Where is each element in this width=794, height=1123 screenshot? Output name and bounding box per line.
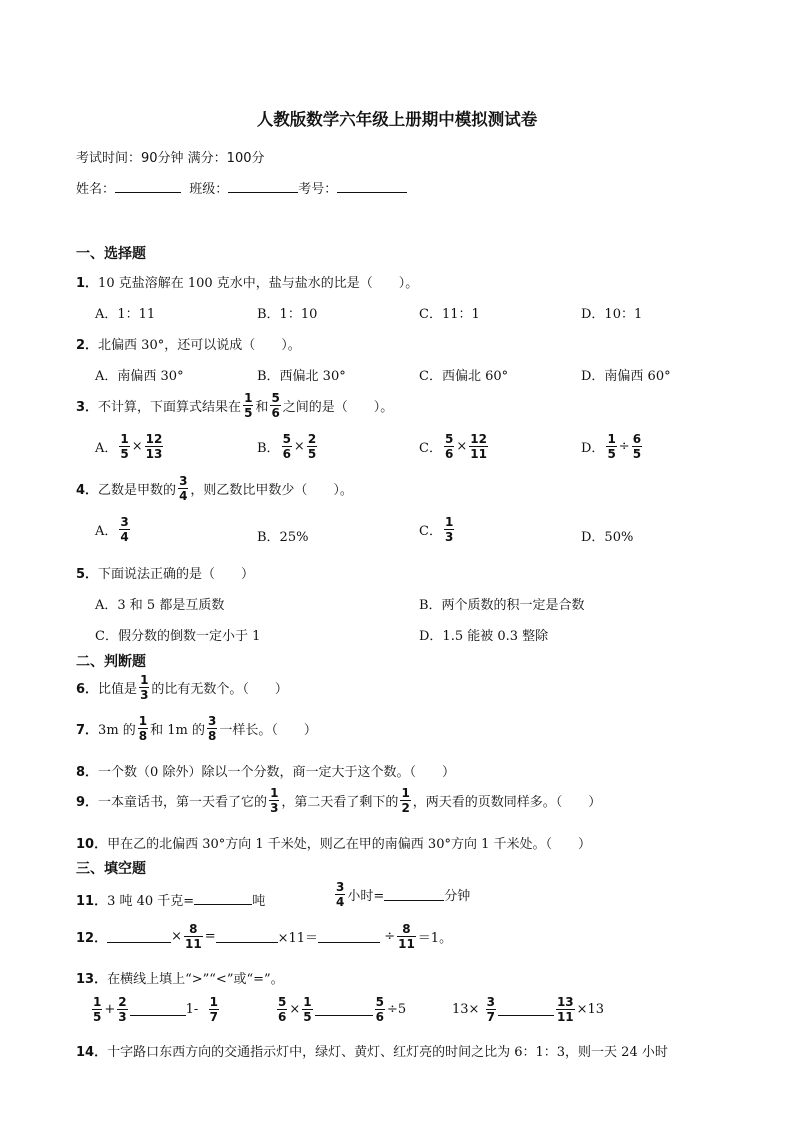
q13-expression-1: $\frac{1}{5}$ + $\frac{2}{3}$ 1- $\frac{1}{7}$	[93, 995, 218, 1024]
q13-expression-2: $\frac{5}{6}$ × $\frac{1}{5}$ $\frac{5}{6}$ ÷5	[278, 995, 407, 1024]
question-11-right: $\frac{3}{4}$ 小时= 分钟	[336, 880, 471, 909]
q4-option-d[interactable]: D．50%	[581, 530, 634, 545]
question-9: 9． 一本童话书，第一天看了它的 $\frac{1}{3}$ ，第二天看了剩下的 $\frac{1}{2}$ ，两天看的页数同样多。（ ）	[76, 786, 602, 815]
number-label: 考号：	[298, 182, 338, 197]
q1-option-b[interactable]: B．1：10	[257, 307, 318, 322]
fraction: $\frac{1}{3}$	[270, 786, 279, 815]
question-text: 一个数（0 除外）除以一个分数，商一定大于这个数。（ ）	[98, 765, 455, 780]
exam-info: 考试时间：90分钟 满分：100分	[76, 151, 265, 166]
question-text: 下面说法正确的是（ ）	[98, 567, 255, 582]
q1-option-a[interactable]: A．1：11	[95, 307, 156, 322]
question-number: 2．	[76, 338, 99, 353]
question-4	[76, 474, 353, 503]
fraction: $\frac{1}{2}$	[401, 786, 410, 815]
fraction: $\frac{13}{11}$	[556, 995, 574, 1024]
q5-option-b[interactable]: B．两个质数的积一定是合数	[419, 598, 585, 613]
fraction: $\frac{1}{5}$	[303, 995, 312, 1024]
q3-option-b[interactable]: B． $\frac{5}{6}$ × $\frac{2}{5}$	[257, 432, 317, 461]
q13-expression-3: 13× $\frac{3}{7}$ $\frac{13}{11}$ ×13	[452, 995, 605, 1024]
question-3	[76, 391, 393, 420]
answer-blank[interactable]	[315, 1003, 373, 1016]
question-text: 10 克盐溶解在 100 克水中，盐与盐水的比是（ ）。	[98, 276, 419, 291]
question-12: 12． × $\frac{8}{11}$ = ×11＝ ÷ $\frac{8}{11}$ ＝1。	[76, 922, 453, 951]
question-text: 北偏西 30°，还可以说成（ ）。	[98, 338, 301, 353]
answer-blank[interactable]	[107, 930, 171, 943]
question-number: 5．	[76, 567, 99, 582]
q2-option-b[interactable]: B．西偏北 30°	[257, 369, 346, 384]
page-title: 人教版数学六年级上册期中模拟测试卷	[256, 110, 538, 129]
q5-option-c[interactable]: C．假分数的倒数一定小于 1	[95, 629, 261, 644]
question-2	[76, 334, 301, 353]
fraction: $\frac{3}{8}$	[208, 714, 217, 743]
number-blank[interactable]	[337, 180, 407, 193]
section-heading-choice: 一、选择题	[76, 246, 146, 262]
fraction: $\frac{6}{5}$	[632, 432, 642, 461]
question-text: 甲在乙的北偏西 30°方向 1 千米处，则乙在甲的南偏西 30°方向 1 千米处。（ ）	[107, 837, 592, 852]
fraction: $\frac{1}{3}$	[140, 673, 149, 702]
fraction: $\frac{3}{7}$	[486, 995, 495, 1024]
q5-option-d[interactable]: D．1.5 能被 0.3 整除	[419, 629, 549, 644]
fraction: $\frac{5}{6}$	[278, 995, 287, 1024]
question-number: 11．	[76, 894, 108, 909]
fraction: $\frac{1}{5}$	[607, 432, 616, 461]
fraction: $\frac{1}{8}$	[138, 714, 148, 743]
class-label: 班级：	[189, 182, 229, 197]
question-number: 8．	[76, 765, 99, 780]
fraction: $\frac{5}{6}$	[271, 391, 280, 420]
question-number: 3．	[76, 400, 99, 415]
question-number: 4．	[76, 483, 99, 498]
answer-blank[interactable]	[130, 1003, 186, 1016]
name-label: 姓名：	[76, 182, 116, 197]
fraction: $\frac{2}{5}$	[307, 432, 317, 461]
section-heading-judge: 二、判断题	[76, 654, 146, 670]
question-text-pre: 不计算，下面算式结果在	[98, 400, 242, 415]
question-text-and: 和	[255, 400, 269, 415]
fraction: $\frac{2}{3}$	[118, 995, 127, 1024]
name-blank[interactable]	[115, 180, 181, 193]
section-heading-fill: 三、填空题	[76, 861, 146, 877]
question-7: 7． 3m 的 $\frac{1}{8}$ 和 1m 的 $\frac{3}{8}$ 一样长。（ ）	[76, 714, 317, 743]
question-text: 在横线上填上“>”“<”或“=”。	[107, 972, 284, 987]
q2-option-c[interactable]: C．西偏北 60°	[419, 369, 509, 384]
fraction: $\frac{8}{11}$	[185, 922, 202, 951]
q5-option-a[interactable]: A．3 和 5 都是互质数	[95, 598, 225, 613]
answer-blank[interactable]	[216, 930, 278, 943]
q4-option-c[interactable]: C． $\frac{1}{3}$	[419, 515, 454, 544]
fraction: $\frac{3}{4}$	[120, 515, 129, 544]
q3-option-d[interactable]: D． $\frac{1}{5}$ ÷ $\frac{6}{5}$	[581, 432, 642, 461]
q4-option-a[interactable]: A． $\frac{3}{4}$	[95, 515, 129, 544]
student-info-line	[76, 178, 407, 197]
question-number: 12．	[76, 931, 108, 946]
fraction: $\frac{1}{5}$	[120, 432, 129, 461]
question-number: 13．	[76, 972, 108, 987]
q1-option-d[interactable]: D．10：1	[581, 307, 643, 322]
fraction: $\frac{5}{6}$	[444, 432, 454, 461]
fraction: $\frac{12}{13}$	[145, 432, 163, 461]
q2-option-a[interactable]: A．南偏西 30°	[95, 369, 184, 384]
q4-option-b[interactable]: B．25%	[257, 530, 309, 545]
q3-option-c[interactable]: C． $\frac{5}{6}$ × $\frac{12}{11}$	[419, 432, 487, 461]
question-5	[76, 563, 254, 582]
class-blank[interactable]	[228, 180, 298, 193]
q3-option-a[interactable]: A． $\frac{1}{5}$ × $\frac{12}{13}$	[95, 432, 163, 461]
question-number: 14．	[76, 1045, 108, 1060]
fraction: $\frac{3}{4}$	[336, 880, 345, 909]
fraction: $\frac{3}{4}$	[179, 474, 188, 503]
question-10	[76, 833, 591, 852]
q1-option-c[interactable]: C．11：1	[419, 307, 480, 322]
answer-blank[interactable]	[498, 1003, 554, 1016]
question-text-post: ，则乙数比甲数少（ ）。	[190, 483, 353, 498]
question-number: 10．	[76, 837, 108, 852]
question-number: 9．	[76, 795, 99, 810]
question-6: 6． 比值是 $\frac{1}{3}$ 的比有无数个。（ ）	[76, 673, 288, 702]
fraction: $\frac{5}{6}$	[282, 432, 291, 461]
answer-blank[interactable]	[318, 930, 380, 943]
fraction: $\frac{1}{7}$	[209, 995, 218, 1024]
question-11-left: 11．3 吨 40 千克= 吨	[76, 894, 266, 909]
question-number: 6．	[76, 682, 99, 697]
question-text: 十字路口东西方向的交通指示灯中，绿灯、黄灯、红灯亮的时间之比为 6：1：3，则一天 24 小时	[107, 1045, 668, 1060]
question-text-pre: 乙数是甲数的	[98, 483, 177, 498]
question-14	[76, 1041, 668, 1060]
question-text-post: 之间的是（ ）。	[282, 400, 394, 415]
fraction: $\frac{1}{3}$	[444, 515, 454, 544]
fraction: $\frac{1}{5}$	[93, 995, 102, 1024]
question-number: 1．	[76, 276, 99, 291]
fraction: $\frac{8}{11}$	[398, 922, 415, 951]
question-8	[76, 761, 455, 780]
fraction: $\frac{5}{6}$	[375, 995, 384, 1024]
q2-option-d[interactable]: D．南偏西 60°	[581, 369, 671, 384]
question-1	[76, 272, 418, 291]
answer-blank[interactable]	[384, 888, 444, 901]
fraction: $\frac{1}{5}$	[244, 391, 253, 420]
question-13	[76, 968, 284, 987]
answer-blank[interactable]	[194, 892, 252, 905]
fraction: $\frac{12}{11}$	[470, 432, 487, 461]
question-number: 7．	[76, 723, 99, 738]
